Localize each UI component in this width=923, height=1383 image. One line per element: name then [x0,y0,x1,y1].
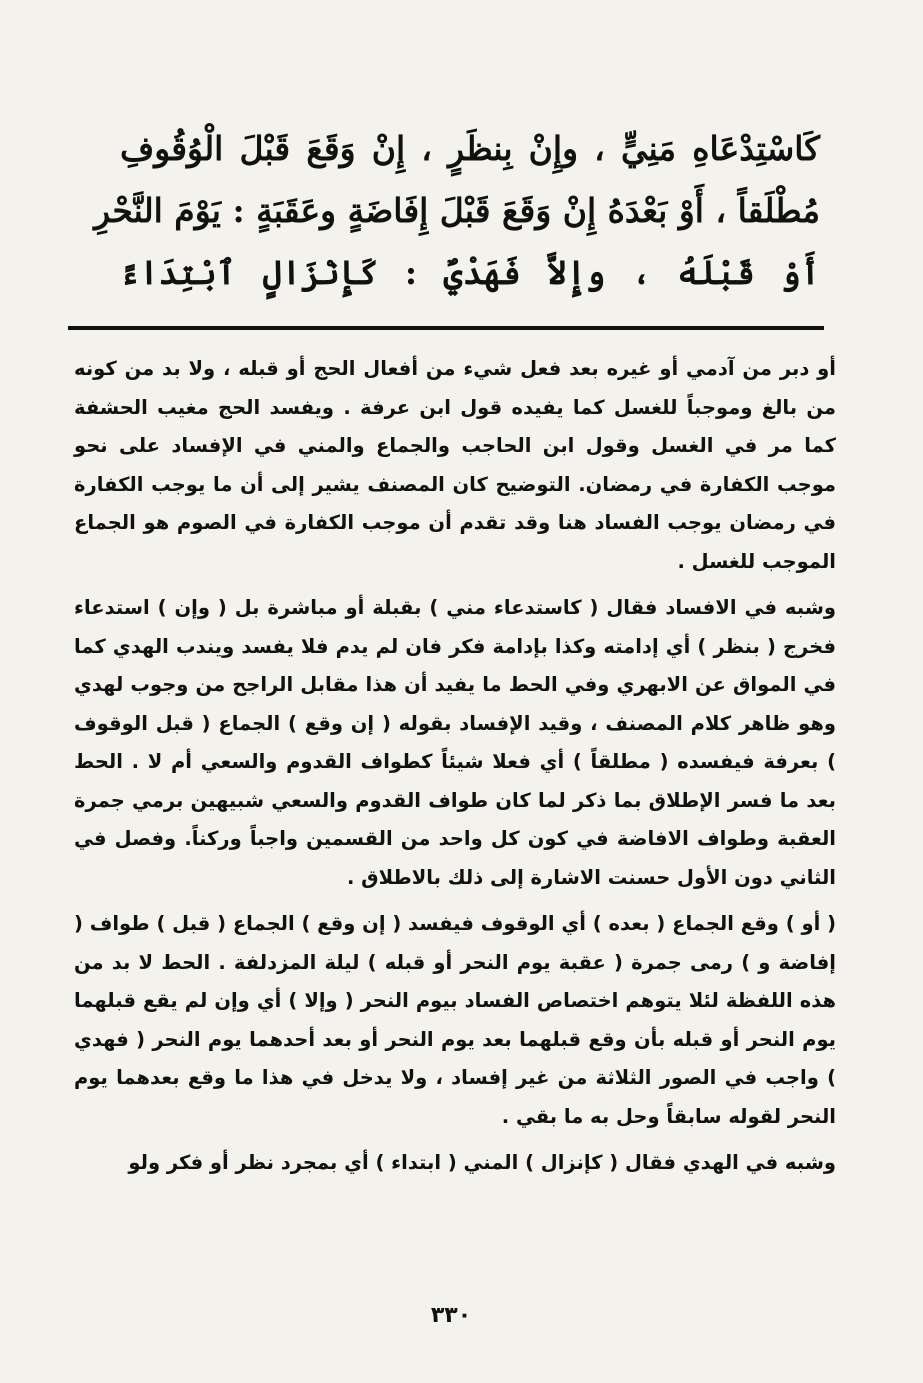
page-number: ٣٣٠ [430,1303,472,1328]
commentary-paragraph-1: أو دبر من آدمي أو غيره بعد فعل شيء من أفعال الحج أو قبله ، ولا بد من كونه من بالغ وموجباً للغسل كما يفيده قول ابن عرفة . ويفسد الحج مغيب الحشفة كما مر في الغسل وقول ابن الحاجب والجماع والمني في الإفساد على نحو موجب الكفارة في رمضان. التوضيح كان المصنف يشير إلى أن ما يوجب الكفارة في رمضان يوجب الفساد هنا وقد تقدم أن موجب الكفارة في الصوم هو الجماع الموجب للغسل . [74,357,836,573]
commentary-paragraph-4: وشبه في الهدي فقال ( كإنزال ) المني ( ابتداء ) أي بمجرد نظر أو فكر ولو [128,1151,836,1174]
verse-block [94,118,820,304]
verse-line-1: كَاسْتِدْعَاهِ مَنِيٍّ ، وإِنْ بِنظَرٍ ، إِنْ وَقَعَ قَبْلَ الْوُقُوفِ [120,129,820,168]
commentary-paragraph-2: وشبه في الافساد فقال ( كاستدعاء مني ) بقبلة أو مباشرة بل ( وإن ) استدعاء فخرج ( بنظر ) أي إدامته وكذا بإدامة فكر فان لم يدم فلا يفسد ويندب الهدي كما في المواق عن الابهري وفي الحط ما يفيد أن هذا مقابل الراجح من وجوب لهدي وهو ظاهر كلام المصنف ، وقيد الإفساد بقوله ( إن وقع ) الجماع ( قبل الوقوف ) بعرفة فيفسده ( مطلقاً ) أي فعلا شيئاً كطواف القدوم والسعي أم لا . الحط بعد ما فسر الإطلاق بما ذكر لما كان طواف القدوم والسعي شبيهين برمي جمرة العقبة وطواف الافاضة في كون كل واحد من القسمين واجباً وركناً. وفصل في الثاني دون الأول حسنت الاشارة إلى ذلك بالاطلاق . [74,596,836,889]
separator-rule [68,326,824,330]
commentary-body [74,350,836,1183]
verse-line-3: أَوْ قَبْلَهُ ، وإِلاَّ فَهَدْيٌ : كَإِنْزَالٍ ٱبْتِدَاءً [120,253,820,292]
commentary-paragraph-3: ( أو ) وقع الجماع ( بعده ) أي الوقوف فيفسد ( إن وقع ) الجماع ( قبل ) طواف ( إفاضة و ) رمى جمرة ( عقبة يوم النحر أو قبله ) ليلة المزدلفة . الحط لا بد من هذه اللفظة لئلا يتوهم اختصاص الفساد بيوم النحر ( وإلا ) أي وإن لم يقع قبلهما يوم النحر أو قبله بأن وقع قبلهما بعد يوم النحر أو بعد أحدهما يوم النحر ( فهدي ) واجب في الصور الثلاثة من غير إفساد ، ولا يدخل في هذا ما وقع بعدهما يوم النحر لقوله سابقاً وحل به ما بقي . [74,912,836,1128]
verse-line-2: مُطْلَقاً ، أَوْ بَعْدَهُ إِنْ وَقَعَ قَبْلَ إِفَاضَةٍ وعَقَبَةٍ : يَوْمَ النَّحْرِ [94,191,820,230]
